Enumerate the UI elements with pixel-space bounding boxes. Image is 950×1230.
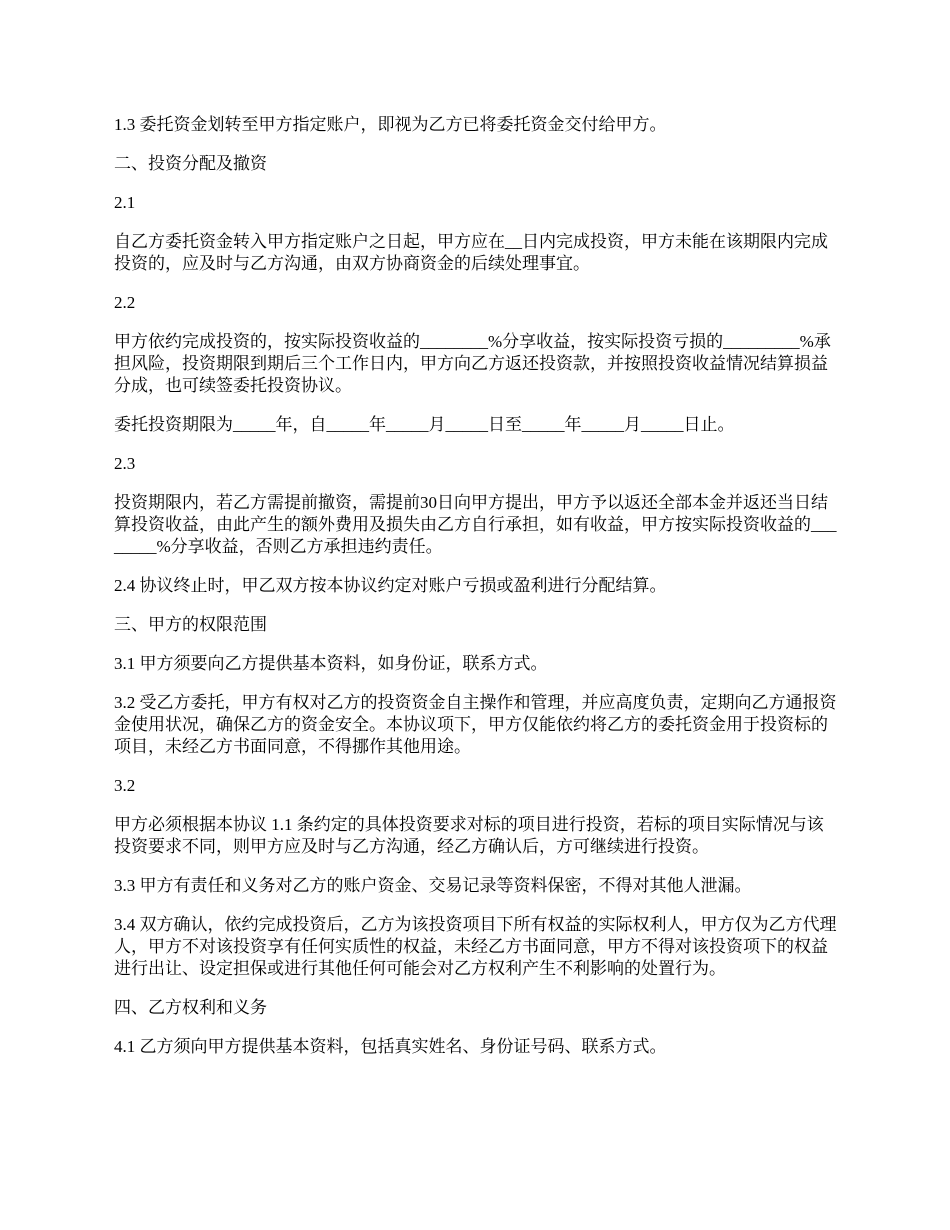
paragraph-1-3: 1.3 委托资金划转至甲方指定账户，即视为乙方已将委托资金交付给甲方。 [114, 115, 667, 134]
paragraph-3-4: 3.4 双方确认，依约完成投资后，乙方为该投资项目下所有权益的实际权利人，甲方仅为乙方代理人，甲方不对该投资享有任何实质性的权益，未经乙方书面同意，甲方不得对该投资项下的权益进行出让、设定担保或进行其他任何可能会对乙方权利产生不利影响的处置行为。 [114, 915, 837, 978]
paragraph-2-3: 投资期限内，若乙方需提前撤资，需提前30日向甲方提出，甲方予以返还全部本金并返还当日结算投资收益，由此产生的额外费用及损失由乙方自行承担，如有收益，甲方按实际投资收益的________%分享收益，否则乙方承担违约责任。 [114, 493, 837, 556]
paragraph-2-4: 2.4 协议终止时，甲乙双方按本协议约定对账户亏损或盈利进行分配结算。 [114, 576, 667, 595]
section-heading-2: 二、投资分配及撤资 [114, 154, 267, 173]
clause-number-2-1: 2.1 [114, 193, 136, 212]
clause-number-3-2: 3.2 [114, 776, 136, 795]
paragraph-2-1: 自乙方委托资金转入甲方指定账户之日起，甲方应在__日内完成投资，甲方未能在该期限内完成投资的，应及时与乙方沟通，由双方协商资金的后续处理事宜。 [114, 232, 828, 273]
paragraph-3-3: 3.3 甲方有责任和义务对乙方的账户资金、交易记录等资料保密，不得对其他人泄漏。 [114, 876, 752, 895]
paragraph-investment-term: 委托投资期限为_____年，自_____年_____月_____日至_____年_____月_____日止。 [114, 415, 735, 434]
paragraph-4-1: 4.1 乙方须向甲方提供基本资料，包括真实姓名、身份证号码、联系方式。 [114, 1037, 667, 1056]
paragraph-3-1: 3.1 甲方须要向乙方提供基本资料，如身份证，联系方式。 [114, 654, 548, 673]
paragraph-3-2-investment: 甲方必须根据本协议 1.1 条约定的具体投资要求对标的项目进行投资，若标的项目实际情况与该投资要求不同，则甲方应及时与乙方沟通，经乙方确认后，方可继续进行投资。 [114, 815, 824, 856]
clause-number-2-3: 2.3 [114, 454, 136, 473]
paragraph-2-2: 甲方依约完成投资的，按实际投资收益的________%分享收益，按实际投资亏损的_________%承担风险，投资期限到期后三个工作日内，甲方向乙方返还投资款，并按照投资收益情况结算损益分成，也可续签委托投资协议。 [114, 332, 831, 395]
section-heading-3: 三、甲方的权限范围 [114, 615, 267, 634]
section-heading-4: 四、乙方权利和义务 [114, 998, 267, 1017]
document-page [114, 114, 838, 1075]
clause-number-2-2: 2.2 [114, 293, 136, 312]
paragraph-3-2: 3.2 受乙方委托，甲方有权对乙方的投资资金自主操作和管理，并应高度负责，定期向乙方通报资金使用状况，确保乙方的资金安全。本协议项下，甲方仅能依约将乙方的委托资金用于投资标的项目，未经乙方书面同意，不得挪作其他用途。 [114, 693, 837, 756]
